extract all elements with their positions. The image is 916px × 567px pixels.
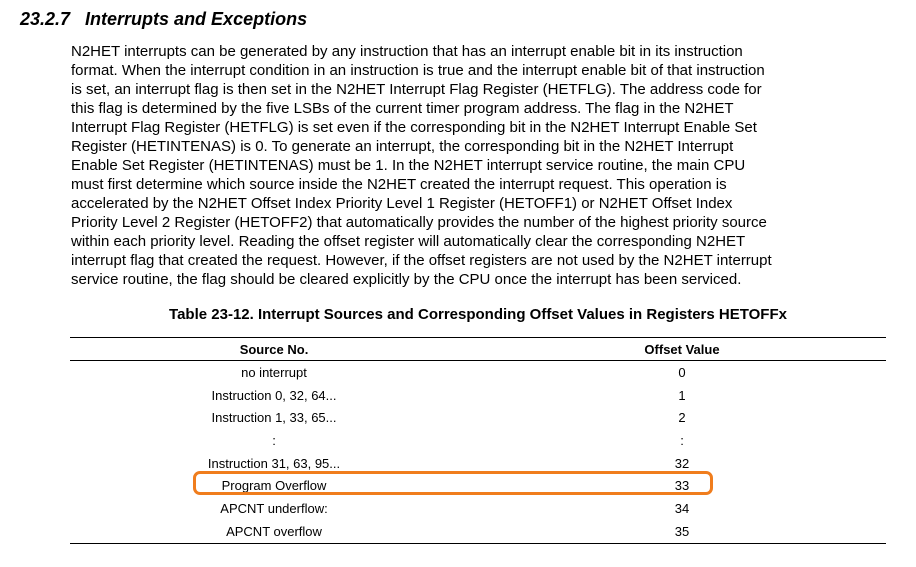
offset-cell: 35 (674, 523, 690, 539)
offset-cell: 34 (674, 500, 690, 516)
source-cell: : (272, 432, 276, 448)
paragraph-line: service routine, the flag should be cleared explicitly by the CPU once the interrupt has been serviced. (71, 271, 742, 288)
offset-table (70, 337, 886, 544)
source-cell: Instruction 0, 32, 64... (211, 387, 337, 403)
paragraph-line: interrupt flag that created the request. However, if the offset registers are not used by the N2HET interrupt (71, 252, 772, 269)
paragraph-line: Priority Level 2 Register (HETOFF2) that automatically provides the number of the highest priority source (71, 214, 767, 231)
paragraph-line: Register (HETINTENAS) is 0. To generate an interrupt, the corresponding bit in the N2HET Interrupt (71, 138, 734, 155)
table-bottom-rule (70, 543, 886, 544)
table-row (70, 384, 886, 407)
offset-cell: 0 (678, 364, 686, 380)
table-header-row (70, 338, 886, 360)
paragraph-line: within each priority level. Reading the offset register will automatically clear the corresponding N2HET (71, 233, 746, 250)
header-offset-value: Offset Value (644, 341, 720, 357)
body-paragraph (71, 42, 891, 289)
offset-cell: 1 (678, 387, 686, 403)
source-cell: Program Overflow (221, 478, 327, 494)
paragraph-line: accelerated by the N2HET Offset Index Priority Level 1 Register (HETOFF1) or N2HET Offset Index (71, 195, 733, 212)
source-cell: Instruction 31, 63, 95... (207, 455, 341, 471)
source-cell: APCNT underflow: (220, 500, 328, 516)
table-row (70, 429, 886, 452)
offset-cell: : (680, 432, 684, 448)
table-row (70, 497, 886, 520)
offset-cell: 32 (674, 455, 690, 471)
highlight-annotation (193, 471, 713, 495)
table-row (70, 520, 886, 543)
offset-cell: 33 (674, 478, 690, 494)
section-heading (20, 9, 307, 30)
paragraph-line: N2HET interrupts can be generated by any instruction that has an interrupt enable bit in its instruction (71, 43, 743, 60)
table-caption: Table 23-12. Interrupt Sources and Corresponding Offset Values in Registers HETOFFx (169, 306, 787, 323)
source-cell: Instruction 1, 33, 65... (211, 410, 337, 426)
header-source-no: Source No. (239, 341, 309, 357)
paragraph-line: this flag is determined by the five LSBs of the current timer program address. The flag in the N2HET (71, 100, 734, 117)
table-row (70, 406, 886, 429)
paragraph-line: Interrupt Flag Register (HETFLG) is set even if the corresponding bit in the N2HET Interrupt Enable Set (71, 119, 757, 136)
offset-cell: 2 (678, 410, 686, 426)
section-title: Interrupts and Exceptions (85, 9, 308, 29)
paragraph-line: format. When the interrupt condition in an instruction is true and the interrupt enable bit of that instruction (71, 62, 765, 79)
paragraph-line: Enable Set Register (HETINTENAS) must be 1. In the N2HET interrupt service routine, the main CPU (71, 157, 746, 174)
paragraph-line: must first determine which source inside the N2HET created the interrupt request. This operation is (71, 176, 727, 193)
paragraph-line: is set, an interrupt flag is then set in the N2HET Interrupt Flag Register (HETFLG). The address code for (71, 81, 762, 98)
source-cell: APCNT overflow (226, 523, 322, 539)
table-row (70, 361, 886, 384)
source-cell: no interrupt (241, 364, 307, 380)
section-number: 23.2.7 (20, 9, 71, 29)
